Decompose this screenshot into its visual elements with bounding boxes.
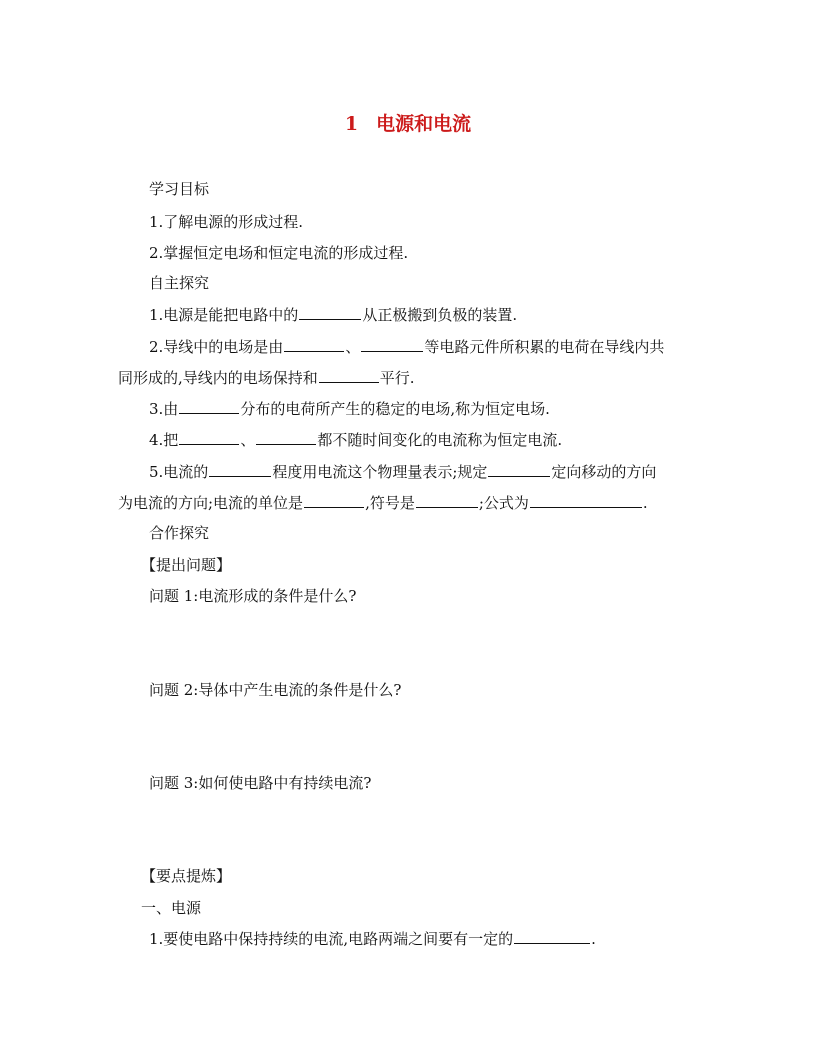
fill-blank[interactable] [319, 368, 379, 383]
self-study-item-5 [149, 462, 656, 482]
item-text: . [591, 930, 596, 948]
fill-blank[interactable] [179, 430, 239, 445]
title-text: 电源和电流 [376, 113, 472, 135]
item-text: 定向移动的方向 [551, 463, 657, 481]
item-text: ,符号是 [365, 494, 415, 512]
item-text: 等电路元件所积累的电荷在导线内共 [424, 338, 665, 356]
item-text: 5.电流的 [149, 463, 209, 481]
section-objectives: 学习目标 [149, 180, 210, 198]
fill-blank[interactable] [299, 305, 361, 320]
item-text: 4.把 [149, 431, 179, 449]
item-text: 平行. [379, 369, 415, 387]
section-raise-questions: 【提出问题】 [141, 556, 232, 574]
fill-blank[interactable] [304, 493, 364, 508]
item-text: . [642, 494, 648, 512]
fill-blank[interactable] [284, 337, 344, 352]
item-text: 为电流的方向;电流的单位是 [118, 494, 304, 512]
item-text: 、 [345, 338, 361, 356]
item-text: ;公式为 [478, 494, 529, 512]
fill-blank[interactable] [488, 462, 550, 477]
item-text: 都不随时间变化的电流称为恒定电流. [317, 431, 563, 449]
item-text: 2.导线中的电场是由 [149, 338, 284, 356]
fill-blank[interactable] [256, 430, 316, 445]
fill-blank[interactable] [416, 493, 478, 508]
section-self-study: 自主探究 [149, 274, 210, 292]
question-3: 问题 3:如何使电路中有持续电流? [149, 774, 372, 792]
item-text: 从正极搬到负极的装置. [362, 306, 518, 324]
item-text: 程度用电流这个物理量表示;规定 [272, 463, 488, 481]
self-study-item-4 [149, 430, 562, 450]
fill-blank[interactable] [209, 462, 271, 477]
item-text: 同形成的,导线内的电场保持和 [118, 369, 318, 387]
page-title [0, 112, 816, 136]
question-1: 问题 1:电流形成的条件是什么? [149, 587, 357, 605]
objective-1: 1.了解电源的形成过程. [149, 213, 304, 231]
question-2: 问题 2:导体中产生电流的条件是什么? [149, 681, 402, 699]
self-study-item-5-cont [118, 493, 648, 513]
fill-blank[interactable] [514, 929, 590, 944]
section-cooperative: 合作探究 [149, 524, 210, 542]
fill-blank[interactable] [179, 399, 239, 414]
item-text: 、 [240, 431, 256, 449]
self-study-item-1 [149, 305, 517, 325]
self-study-item-2-cont [118, 368, 415, 388]
item-text: 1.要使电路中保持持续的电流,电路两端之间要有一定的 [149, 930, 514, 948]
key-point-1 [149, 929, 596, 949]
fill-blank[interactable] [361, 337, 423, 352]
self-study-item-3 [149, 399, 550, 419]
item-text: 3.由 [149, 400, 179, 418]
section-key-points: 【要点提炼】 [141, 867, 232, 885]
fill-blank[interactable] [530, 493, 642, 508]
section-power-source: 一、电源 [141, 899, 202, 917]
item-text: 分布的电荷所产生的稳定的电场,称为恒定电场. [240, 400, 550, 418]
title-number: 1 [344, 113, 359, 135]
objective-2: 2.掌握恒定电场和恒定电流的形成过程. [149, 244, 409, 262]
item-text: 1.电源是能把电路中的 [149, 306, 299, 324]
self-study-item-2 [149, 337, 664, 357]
